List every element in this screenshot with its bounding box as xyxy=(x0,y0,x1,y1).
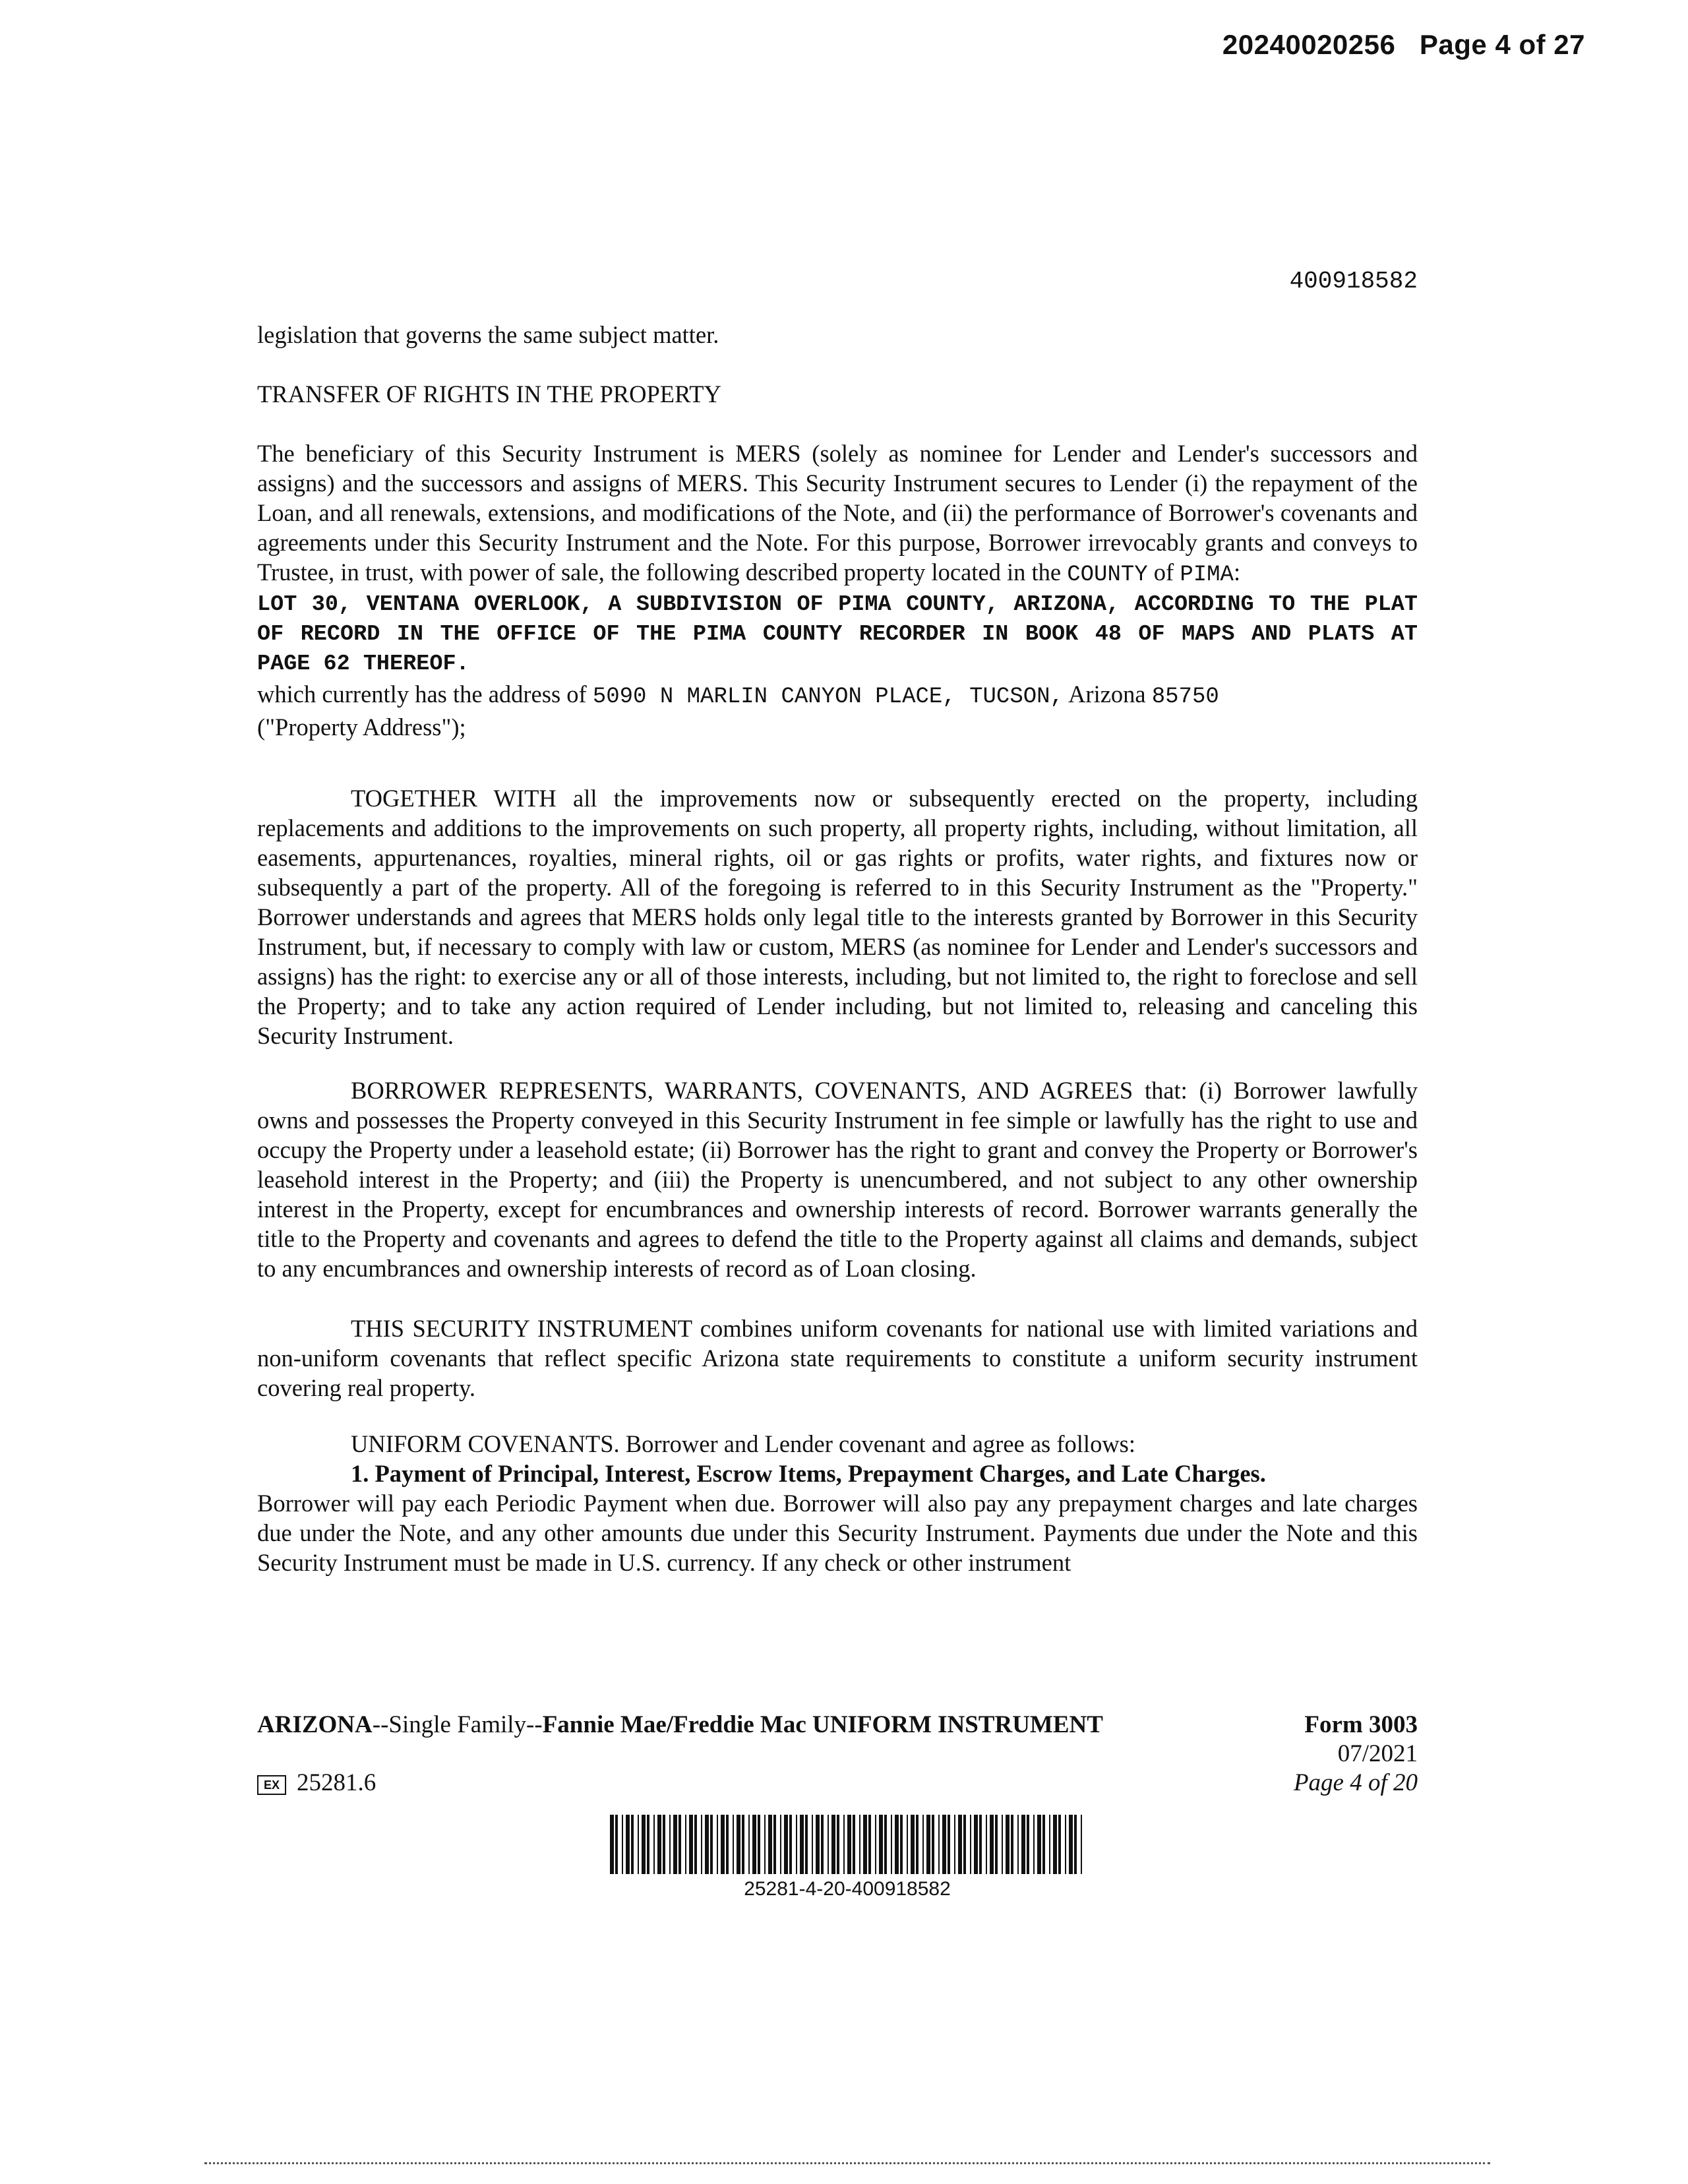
form-page: Page 4 of 20 xyxy=(1293,1769,1418,1796)
section-1-paragraph xyxy=(257,1459,1418,1488)
form-type: --Single Family-- xyxy=(372,1711,543,1738)
section-1-text: Borrower will pay each Periodic Payment when due. Borrower will also pay any prepayment charges and late charges due under the Note, and any other amounts due under this Security Instrument. Payments due under the Note and this Security Instrument must be made in U.S. currency. If any check or other instrument xyxy=(257,1490,1418,1576)
address-state: Arizona xyxy=(1068,681,1146,708)
county-name: PIMA xyxy=(1180,562,1234,588)
address-prefix: which currently has the address of xyxy=(257,681,587,708)
of-text: of xyxy=(1153,559,1174,586)
barcode-block xyxy=(610,1815,1085,1900)
recording-number: 20240020256 xyxy=(1222,29,1396,60)
barcode-icon xyxy=(610,1815,1085,1874)
borrower-represents-paragraph: BORROWER REPRESENTS, WARRANTS, COVENANTS, AND AGREES that: (i) Borrower lawfully owns and possesses the Property conveyed in this Security Instrument in fee simple or lawfully has the right to use and occupy the Property under a leasehold estate; (ii) Borrower has the right to grant and convey the Property or Borrower's leasehold interest in the Property; and (iii) the Property is unencumbered, and not subject to any other ownership interest in the Property, except for encumbrances and ownership interests of record. Borrower warrants generally the title to the Property and covenants and agrees to defend the title to the Property against all claims and demands, subject to any encumbrances and ownership interests of record as of Loan closing. xyxy=(257,1077,1418,1282)
form-code: 25281.6 xyxy=(297,1769,377,1796)
address-zip: 85750 xyxy=(1151,684,1219,710)
recording-page-label: Page 4 of 27 xyxy=(1419,29,1585,60)
address-line xyxy=(257,679,1418,712)
scan-edge-rule xyxy=(204,2162,1490,2164)
property-address-label: ("Property Address"); xyxy=(257,713,466,741)
beneficiary-paragraph: The beneficiary of this Security Instrument is MERS (solely as nominee for Lender and Lender's successors and assigns) and the successors and assigns of MERS. This Security Instrument secures to Lender (i) the repayment of the Loan, and all renewals, extensions, and modifications of the Note, and (ii) the performance of Borrower's covenants and agreements under this Security Instrument and the Note. For this purpose, Borrower irrevocably grants and conveys to Trustee, in trust, with power of sale, the following described property located in the COUNTY of PIMA: xyxy=(257,440,1418,588)
ex-logo-icon: EX xyxy=(257,1775,286,1795)
security-instrument-paragraph: THIS SECURITY INSTRUMENT combines uniform covenants for national use with limited variations and non-uniform covenants that reflect specific Arizona state requirements to constitute a uniform security instrument covering real property. xyxy=(257,1315,1418,1401)
form-footer-left xyxy=(257,1711,1103,1798)
together-with-paragraph: TOGETHER WITH all the improvements now or subsequently erected on the property, including replacements and additions to the improvements on such property, all property rights, including, without limitation, all easements, appurtenances, royalties, mineral rights, oil or gas rights or profits, water rights, and fixtures now or subsequently a part of the property. All of the foregoing is referred to in this Security Instrument as the "Property." Borrower understands and agrees that MERS holds only legal title to the interests granted by Borrower in this Security Instrument, but, if necessary to comply with law or custom, MERS (as nominee for Lender and Lender's successors and assigns) has the right: to exercise any or all of those interests, including, but not limited to, the right to foreclose and sell the Property; and to take any action required of Lender including, but not limited to, releasing and canceling this Security Instrument. xyxy=(257,785,1418,1049)
form-state: ARIZONA xyxy=(257,1711,373,1738)
document-body xyxy=(257,320,1418,1577)
form-uniform-instrument: Fannie Mae/Freddie Mac UNIFORM INSTRUMENT xyxy=(542,1711,1103,1738)
legal-description: LOT 30, VENTANA OVERLOOK, A SUBDIVISION OF PIMA COUNTY, ARIZONA, ACCORDING TO THE PLAT OF RECORD IN THE OFFICE OF THE PIMA COUNTY RECORDER IN BOOK 48 OF MAPS AND PLATS AT PAGE 62 THEREOF. xyxy=(257,592,1418,677)
beneficiary-text: The beneficiary of this Security Instrument is MERS (solely as nominee for Lender and Lender's successors and assigns) and the successors and assigns of MERS. This Security Instrument secures to Lender (i) the repayment of the Loan, and all renewals, extensions, and modifications of the Note, and (ii) the performance of Borrower's covenants and agreements under this Security Instrument and the Note. For this purpose, Borrower irrevocably grants and conveys to Trustee, in trust, with power of sale, the following described property located in the xyxy=(257,440,1418,586)
form-number: Form 3003 xyxy=(1304,1711,1418,1738)
recording-header xyxy=(1222,29,1585,61)
county-label: COUNTY xyxy=(1067,562,1148,588)
loan-number: 400918582 xyxy=(1289,268,1418,295)
barcode-label: 25281-4-20-400918582 xyxy=(744,1878,951,1900)
form-date: 07/2021 xyxy=(1337,1740,1418,1767)
form-description xyxy=(257,1711,1103,1740)
transfer-heading: TRANSFER OF RIGHTS IN THE PROPERTY xyxy=(257,380,721,408)
uniform-covenants-paragraph: UNIFORM COVENANTS. Borrower and Lender covenant and agree as follows: xyxy=(351,1430,1136,1457)
street-address: 5090 N MARLIN CANYON PLACE, TUCSON, xyxy=(592,684,1064,710)
form-code-line xyxy=(257,1769,1103,1798)
form-footer-right xyxy=(1294,1711,1418,1798)
legislation-paragraph: legislation that governs the same subject matter. xyxy=(257,321,719,348)
section-1-heading: 1. Payment of Principal, Interest, Escrow Items, Prepayment Charges, and Late Charges. xyxy=(351,1460,1266,1487)
